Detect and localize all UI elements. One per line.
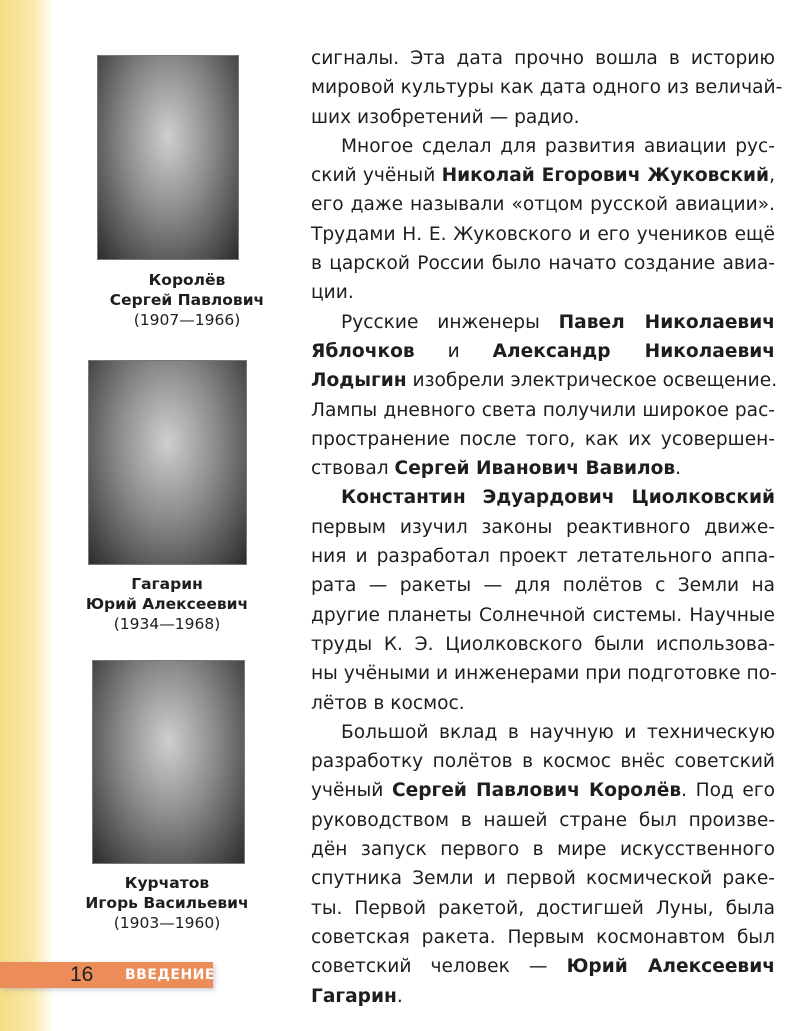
bold-name: Константин Эдуардович Циолковский	[341, 487, 775, 509]
text-line	[311, 747, 775, 776]
bold-name: Сергей Павлович Королёв	[391, 780, 682, 802]
text-segment: Лампы дневного света получили широкое рас-	[311, 399, 775, 421]
text-segment: Трудами Н. Е. Жуковского и его учеников ещё	[311, 223, 775, 245]
bold-name: Николай Егорович Жуковский	[441, 165, 770, 187]
text-segment: ции.	[311, 282, 354, 304]
text-segment: в царской России было начато создание авиа-	[311, 253, 775, 275]
page-number: 16	[70, 963, 94, 986]
text-segment: Большой вклад в научную и техническую	[341, 721, 775, 743]
text-line	[311, 278, 775, 307]
text-segment: пространение после того, как их усовершен-	[311, 428, 775, 450]
text-line	[311, 864, 775, 893]
caption-surname: Гагарин	[131, 575, 203, 593]
portrait-caption-gagarin	[67, 574, 267, 634]
text-segment: учёный	[311, 780, 392, 802]
text-line	[311, 161, 775, 190]
text-segment: руководством в нашей стране был произве-	[311, 809, 775, 831]
text-line	[311, 513, 775, 542]
text-line	[311, 630, 775, 659]
text-segment: рата — ракеты — для полётов с Земли на	[311, 575, 775, 597]
text-line	[311, 220, 775, 249]
text-line	[311, 103, 775, 132]
text-segment: ,	[769, 165, 776, 187]
text-segment: мировой культуры как дата одного из величай-	[311, 77, 783, 99]
bold-name: Юрий Алексеевич	[566, 956, 775, 978]
text-line	[311, 689, 775, 718]
bold-name: Яблочков	[311, 340, 415, 362]
text-line	[311, 835, 775, 864]
text-segment: и	[414, 340, 493, 362]
page-footer-bar	[0, 962, 213, 988]
text-line	[311, 396, 775, 425]
text-segment: спутника Земли и первой космической раке-	[311, 868, 775, 890]
caption-name: Юрий Алексеевич	[85, 595, 249, 613]
bold-name: Павел Николаевич	[558, 311, 775, 333]
bold-name: Александр Николаевич	[492, 340, 776, 362]
text-line	[311, 982, 775, 1011]
text-line	[311, 894, 775, 923]
caption-surname: Курчатов	[124, 874, 210, 892]
text-segment: ский учёный	[311, 165, 442, 187]
text-segment: лётов в космос.	[311, 692, 465, 714]
bold-name: Гагарин	[311, 985, 397, 1007]
page-margin-strip	[0, 0, 52, 1031]
main-text-column	[311, 44, 783, 1011]
text-line	[311, 923, 775, 952]
caption-years: (1934—1968)	[113, 615, 221, 633]
text-segment: сигналы. Эта дата прочно вошла в историю	[311, 48, 775, 69]
text-segment: ты. Первой ракетой, достигшей Луны, была	[311, 897, 775, 919]
bold-name: Лодыгин	[311, 370, 407, 392]
portrait-caption-korolev	[87, 270, 287, 330]
text-segment: другие планеты Солнечной системы. Научные	[311, 604, 775, 626]
caption-surname: Королёв	[148, 271, 226, 289]
text-segment: Многое сделал для развития авиации рус-	[341, 135, 775, 157]
text-line	[311, 952, 775, 981]
text-line	[311, 366, 778, 395]
text-line	[311, 249, 775, 278]
text-line	[311, 601, 775, 630]
text-line	[311, 659, 775, 688]
text-line	[311, 337, 775, 366]
text-line	[311, 483, 775, 512]
text-segment: первым изучил законы реактивного движе-	[311, 516, 775, 538]
text-segment: ны учёными и инженерами при подготовке по-	[311, 663, 777, 685]
portrait-photo-kurchatov	[92, 660, 245, 864]
portrait-photo-gagarin	[88, 360, 247, 565]
text-segment: ствовал	[311, 458, 395, 480]
text-segment: .	[396, 985, 403, 1007]
text-line	[311, 542, 775, 571]
text-segment: дён запуск первого в мире искусственного	[311, 839, 775, 861]
text-line	[311, 132, 775, 161]
text-line	[311, 425, 775, 454]
text-segment: ших изобретений — радио.	[311, 106, 580, 128]
text-line	[311, 308, 775, 337]
caption-name: Игорь Васильевич	[85, 894, 249, 912]
portrait-photo-korolev	[97, 55, 239, 260]
text-segment: советская ракета. Первым космонавтом был	[311, 926, 775, 948]
text-line	[311, 454, 775, 483]
text-line	[311, 44, 775, 73]
text-segment: . Под его	[681, 780, 776, 802]
text-segment: советский человек —	[311, 956, 567, 978]
portrait-caption-kurchatov	[67, 873, 267, 933]
text-line	[311, 73, 783, 102]
text-line	[311, 776, 775, 805]
caption-years: (1903—1960)	[113, 914, 221, 932]
text-segment: .	[675, 458, 682, 480]
bold-name: Сергей Иванович Вавилов	[394, 458, 676, 480]
caption-years: (1907—1966)	[133, 311, 241, 329]
text-line	[311, 806, 775, 835]
text-segment: Русские инженеры	[341, 311, 559, 333]
text-segment: ния и разработал проект летательного аппа-	[311, 546, 775, 568]
text-line	[311, 571, 775, 600]
text-segment: его даже называли «отцом русской авиации».	[311, 194, 775, 216]
text-segment: разработку полётов в космос внёс советский	[311, 751, 775, 773]
section-title: ВВЕДЕНИЕ	[125, 967, 215, 983]
text-segment: труды К. Э. Циолковского были использова-	[311, 633, 775, 655]
text-line	[311, 718, 775, 747]
caption-name: Сергей Павлович	[109, 291, 265, 309]
text-segment: изобрели электрическое освещение.	[406, 370, 778, 392]
text-line	[311, 190, 775, 219]
